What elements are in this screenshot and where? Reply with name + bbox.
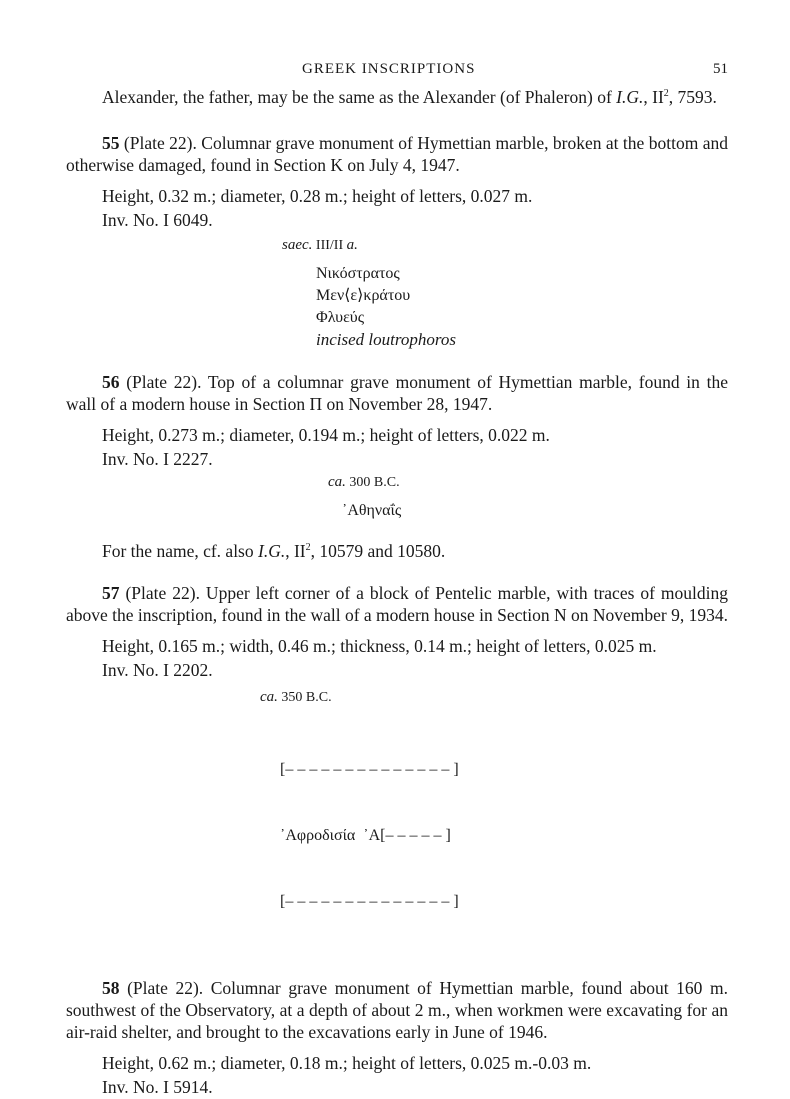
entry-58-description: [66, 977, 728, 1043]
entry-57-inscription: [280, 715, 728, 957]
entry-58-dimensions: Height, 0.62 m.; diameter, 0.18 m.; height of letters, 0.025 m.-0.03 m.: [102, 1053, 592, 1073]
entry-55-inscription: [316, 263, 728, 351]
entry-56-date-suffix: B.C.: [373, 475, 400, 490]
inscription-line: Νικόστρατος: [316, 265, 400, 282]
entry-57-text: (Plate 22). Upper left corner of a block of Pentelic marble, with traces of moulding above the inscription, found in the wall of a modern house in Section N on November 9, 1934.: [66, 583, 728, 625]
entry-57-date: [260, 686, 728, 709]
inscription-line: Μεν⟨ε⟩κράτου: [316, 287, 411, 304]
entry-56-note-text-b: , II: [285, 541, 306, 561]
intro-text-b: , II: [643, 87, 664, 107]
entry-57-description: [66, 582, 728, 626]
entry-58-inventory: Inv. No. I 5914.: [102, 1077, 213, 1097]
entry-56-description: [66, 371, 728, 415]
entry-55-meta: [102, 184, 728, 232]
inscription-line: [– – – – – – – – – – – – – – ]: [280, 761, 459, 778]
entry-56-inventory: Inv. No. I 2227.: [102, 449, 213, 469]
intro-text-c: , 7593.: [668, 87, 717, 107]
entry-56-dimensions: Height, 0.273 m.; diameter, 0.194 m.; height of letters, 0.022 m.: [102, 425, 550, 445]
page: [66, 56, 728, 1099]
inscription-note: incised loutrophoros: [316, 330, 456, 349]
entry-56-date: [328, 471, 728, 494]
entry-56-meta: [102, 423, 728, 471]
entry-56-note: [102, 540, 728, 562]
entry-56-text: (Plate 22). Top of a columnar grave monument of Hymettian marble, found in the wall of a modern house in Section Π on November 28, 1947.: [66, 372, 728, 414]
entry-55-date-suffix: a.: [346, 237, 358, 253]
inscription-line: ᾿Αφροδισία ᾿Α[– – – – – ]: [280, 827, 451, 844]
page-number: 51: [713, 61, 728, 77]
entry-56-note-ref: I.G.: [258, 541, 286, 561]
entry-55-number: 55: [102, 133, 120, 153]
intro-ref: I.G.: [616, 87, 644, 107]
entry-55: [66, 132, 728, 351]
entry-57-inventory: Inv. No. I 2202.: [102, 660, 213, 680]
entry-55-text: (Plate 22). Columnar grave monument of Hymettian marble, broken at the bottom and otherwise damaged, found in Section K on July 4, 1947.: [66, 133, 728, 175]
entry-57-number: 57: [102, 583, 120, 603]
entry-56: [66, 371, 728, 562]
inscription-line: ᾿Αθηναΐς: [342, 502, 402, 519]
entry-56-date-rest: 300: [345, 475, 374, 490]
entry-57-dimensions: Height, 0.165 m.; width, 0.46 m.; thickness, 0.14 m.; height of letters, 0.025 m.: [102, 636, 657, 656]
entry-55-inventory: Inv. No. I 6049.: [102, 210, 213, 230]
entry-56-date-italic: ca.: [328, 474, 346, 490]
entry-55-date-rest: III/II: [312, 238, 347, 253]
inscription-line: Φλυεύς: [316, 309, 365, 326]
inscription-line: [– – – – – – – – – – – – – – ]: [280, 893, 459, 910]
intro-sup: 2: [663, 88, 669, 100]
entry-57-date-rest: 350: [277, 690, 306, 705]
entry-56-note-sup: 2: [305, 542, 311, 554]
entry-55-dimensions: Height, 0.32 m.; diameter, 0.28 m.; height of letters, 0.027 m.: [102, 186, 533, 206]
entry-55-date: [282, 234, 728, 257]
entry-55-description: [66, 132, 728, 176]
entry-58: [66, 977, 728, 1099]
entry-56-note-text-c: , 10579 and 10580.: [310, 541, 446, 561]
running-title: GREEK INSCRIPTIONS: [302, 61, 476, 77]
entry-56-inscription: [342, 500, 728, 522]
entry-58-number: 58: [102, 978, 120, 998]
intro-text: Alexander, the father, may be the same as the Alexander (of Phaleron) of: [102, 87, 617, 107]
entry-56-note-text: For the name, cf. also: [102, 541, 258, 561]
entry-58-text: (Plate 22). Columnar grave monument of Hymettian marble, found about 160 m. southwest of the Observatory, at a depth of about 2 m., when workmen were excavating for an air-raid shelter, and brought to the excavations early in June of 1946.: [66, 978, 728, 1042]
entry-57-date-italic: ca.: [260, 689, 278, 705]
entry-56-number: 56: [102, 372, 120, 392]
running-header: [66, 56, 728, 80]
intro-paragraph: [66, 86, 728, 108]
entry-57-meta: [102, 634, 728, 682]
entry-57-date-suffix: B.C.: [305, 690, 332, 705]
entry-55-date-italic: saec.: [282, 237, 313, 253]
entry-57: [66, 582, 728, 957]
entry-58-meta: [102, 1051, 728, 1099]
